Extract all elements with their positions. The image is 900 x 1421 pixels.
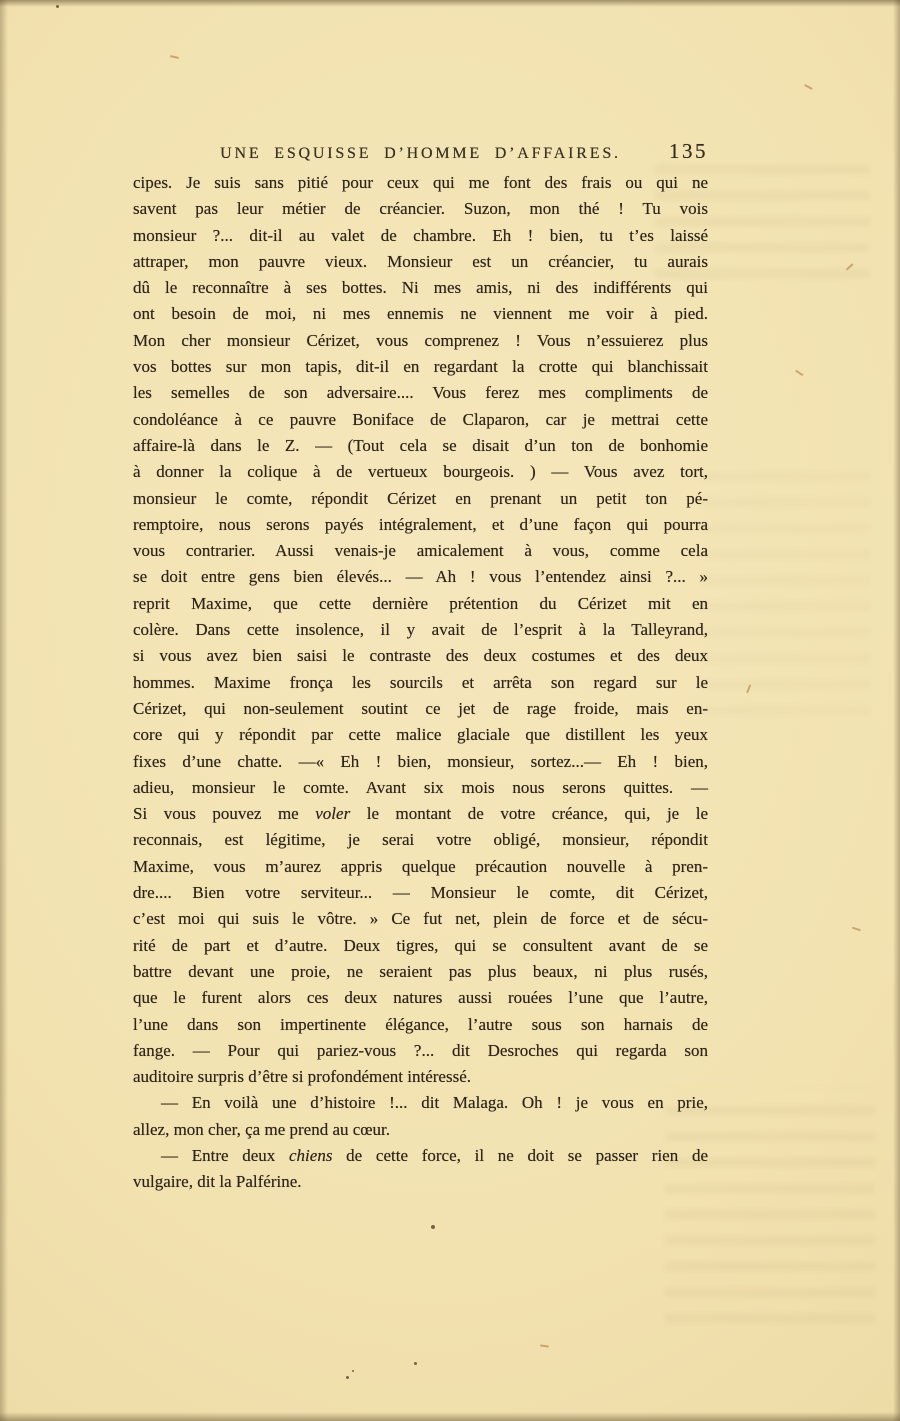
scan-edge-right bbox=[893, 0, 900, 1421]
text-line: les semelles de son adversaire.... Vous ferez mes compliments de bbox=[133, 383, 708, 403]
text-line: Mon cher monsieur Cérizet, vous comprenez ! Vous n’essuierez plus bbox=[133, 330, 708, 350]
paper-fiber bbox=[852, 927, 861, 931]
body-text bbox=[133, 170, 708, 1196]
text-line: Maxime, vous m’aurez appris quelque précaution nouvelle à pren- bbox=[133, 856, 708, 876]
text-line: reconnais, est légitime, je serai votre obligé, monsieur, répondit bbox=[133, 830, 708, 850]
text-line: colère. Dans cette insolence, il y avait de l’esprit à la Talleyrand, bbox=[133, 620, 708, 640]
scan-edge-top bbox=[0, 0, 900, 7]
text-line: si vous avez bien saisi le contraste des deux costumes et des deux bbox=[133, 646, 708, 666]
running-header bbox=[133, 141, 708, 167]
text-line: savent pas leur métier de créancier. Suzon, mon thé ! Tu vois bbox=[133, 199, 708, 219]
text-line: affaire-là dans le Z. — (Tout cela se disait d’un ton de bonhomie bbox=[133, 435, 708, 455]
text-line: se doit entre gens bien élevés... — Ah ! vous l’entendez ainsi ?... » bbox=[133, 567, 708, 587]
ink-speck bbox=[431, 1225, 435, 1229]
text-line: reprit Maxime, que cette dernière prétention du Cérizet mit en bbox=[133, 593, 708, 613]
show-through-text bbox=[700, 455, 870, 715]
text-line: dû le reconnaître à ses bottes. Ni mes amis, ni des indifférents qui bbox=[133, 278, 708, 298]
text-line: que le furent alors ces deux natures aussi rouées l’une que l’autre, bbox=[133, 988, 708, 1008]
text-line: vous contrarier. Aussi venais-je amicalement à vous, comme cela bbox=[133, 541, 708, 561]
text-line: rité de part et d’autre. Deux tigres, qui se consultent avant de se bbox=[133, 935, 708, 955]
text-line: allez, mon cher, ça me prend au cœur. bbox=[133, 1119, 391, 1139]
text-line: vulgaire, dit la Palférine. bbox=[133, 1172, 302, 1192]
text-line: battre devant une proie, ne seraient pas plus beaux, ni plus rusés, bbox=[133, 961, 708, 981]
text-line: auditoire surpris d’être si profondément intéressé. bbox=[133, 1067, 472, 1087]
ink-speck bbox=[56, 5, 59, 8]
text-line: core qui y répondit par cette malice glaciale que distillent les yeux bbox=[133, 725, 708, 745]
text-line: — En voilà une d’histoire !... dit Malaga. Oh ! je vous en prie, bbox=[161, 1093, 708, 1113]
page-number: 135 bbox=[669, 139, 708, 163]
paper-fiber bbox=[846, 263, 854, 270]
text-line: hommes. Maxime fronça les sourcils et arrêta son regard sur le bbox=[133, 672, 708, 692]
text-line: fixes d’une chatte. —« Eh ! bien, monsieur, sortez...— Eh ! bien, bbox=[133, 751, 708, 771]
text-line: c’est moi qui suis le vôtre. » Ce fut net, plein de force et de sécu- bbox=[133, 909, 708, 929]
ink-speck bbox=[346, 1376, 349, 1379]
text-line: dre.... Bien votre serviteur... — Monsieur le comte, dit Cérizet, bbox=[133, 883, 708, 903]
text-line: condoléance à ce pauvre Boniface de Claparon, car je mettrai cette bbox=[133, 409, 708, 429]
text-line: Cérizet, qui non-seulement soutint ce jet de rage froide, mais en- bbox=[133, 698, 708, 718]
text-line: l’une dans son impertinente élégance, l’autre sous son harnais de bbox=[133, 1014, 708, 1034]
text-line: monsieur le comte, répondit Cérizet en prenant un petit ton pé- bbox=[133, 488, 708, 508]
text-line: remptoire, nous serons payés intégralement, et d’une façon qui pourra bbox=[133, 514, 708, 534]
scan-edge-bottom bbox=[0, 1412, 900, 1421]
text-line: cipes. Je suis sans pitié pour ceux qui me font des frais ou qui ne bbox=[133, 173, 708, 192]
text-line: Si vous pouvez me voler le montant de votre créance, qui, je le bbox=[133, 804, 709, 824]
text-line: monsieur ?... dit-il au valet de chambre. Eh ! bien, tu t’es laissé bbox=[133, 225, 708, 245]
paper-fiber bbox=[804, 84, 813, 90]
ink-speck bbox=[352, 1370, 354, 1372]
paper-fiber bbox=[540, 1344, 549, 1347]
text-line: ont besoin de moi, ni mes ennemis ne viennent me voir à pied. bbox=[133, 304, 708, 324]
text-line: fange. — Pour qui pariez-vous ?... dit Desroches qui regarda son bbox=[133, 1040, 708, 1060]
paper-fiber bbox=[170, 55, 179, 58]
text-line: attraper, mon pauvre vieux. Monsieur est un créancier, tu aurais bbox=[133, 251, 708, 271]
text-line: vos bottes sur mon tapis, dit-il en regardant la crotte qui blanchissait bbox=[133, 357, 708, 377]
running-title: UNE ESQUISSE D’HOMME D’AFFAIRES. bbox=[220, 145, 621, 162]
paper-fiber bbox=[795, 370, 803, 376]
scan-edge-left bbox=[0, 0, 8, 1421]
text-line: à donner la colique à de vertueux bourgeois. ) — Vous avez tort, bbox=[133, 462, 708, 482]
text-line: adieu, monsieur le comte. Avant six mois nous serons quittes. — bbox=[133, 777, 708, 797]
text-line: — Entre deux chiens de cette force, il ne doit se passer rien de bbox=[161, 1145, 708, 1165]
paper-fiber bbox=[746, 684, 751, 693]
ink-speck bbox=[414, 1362, 417, 1365]
